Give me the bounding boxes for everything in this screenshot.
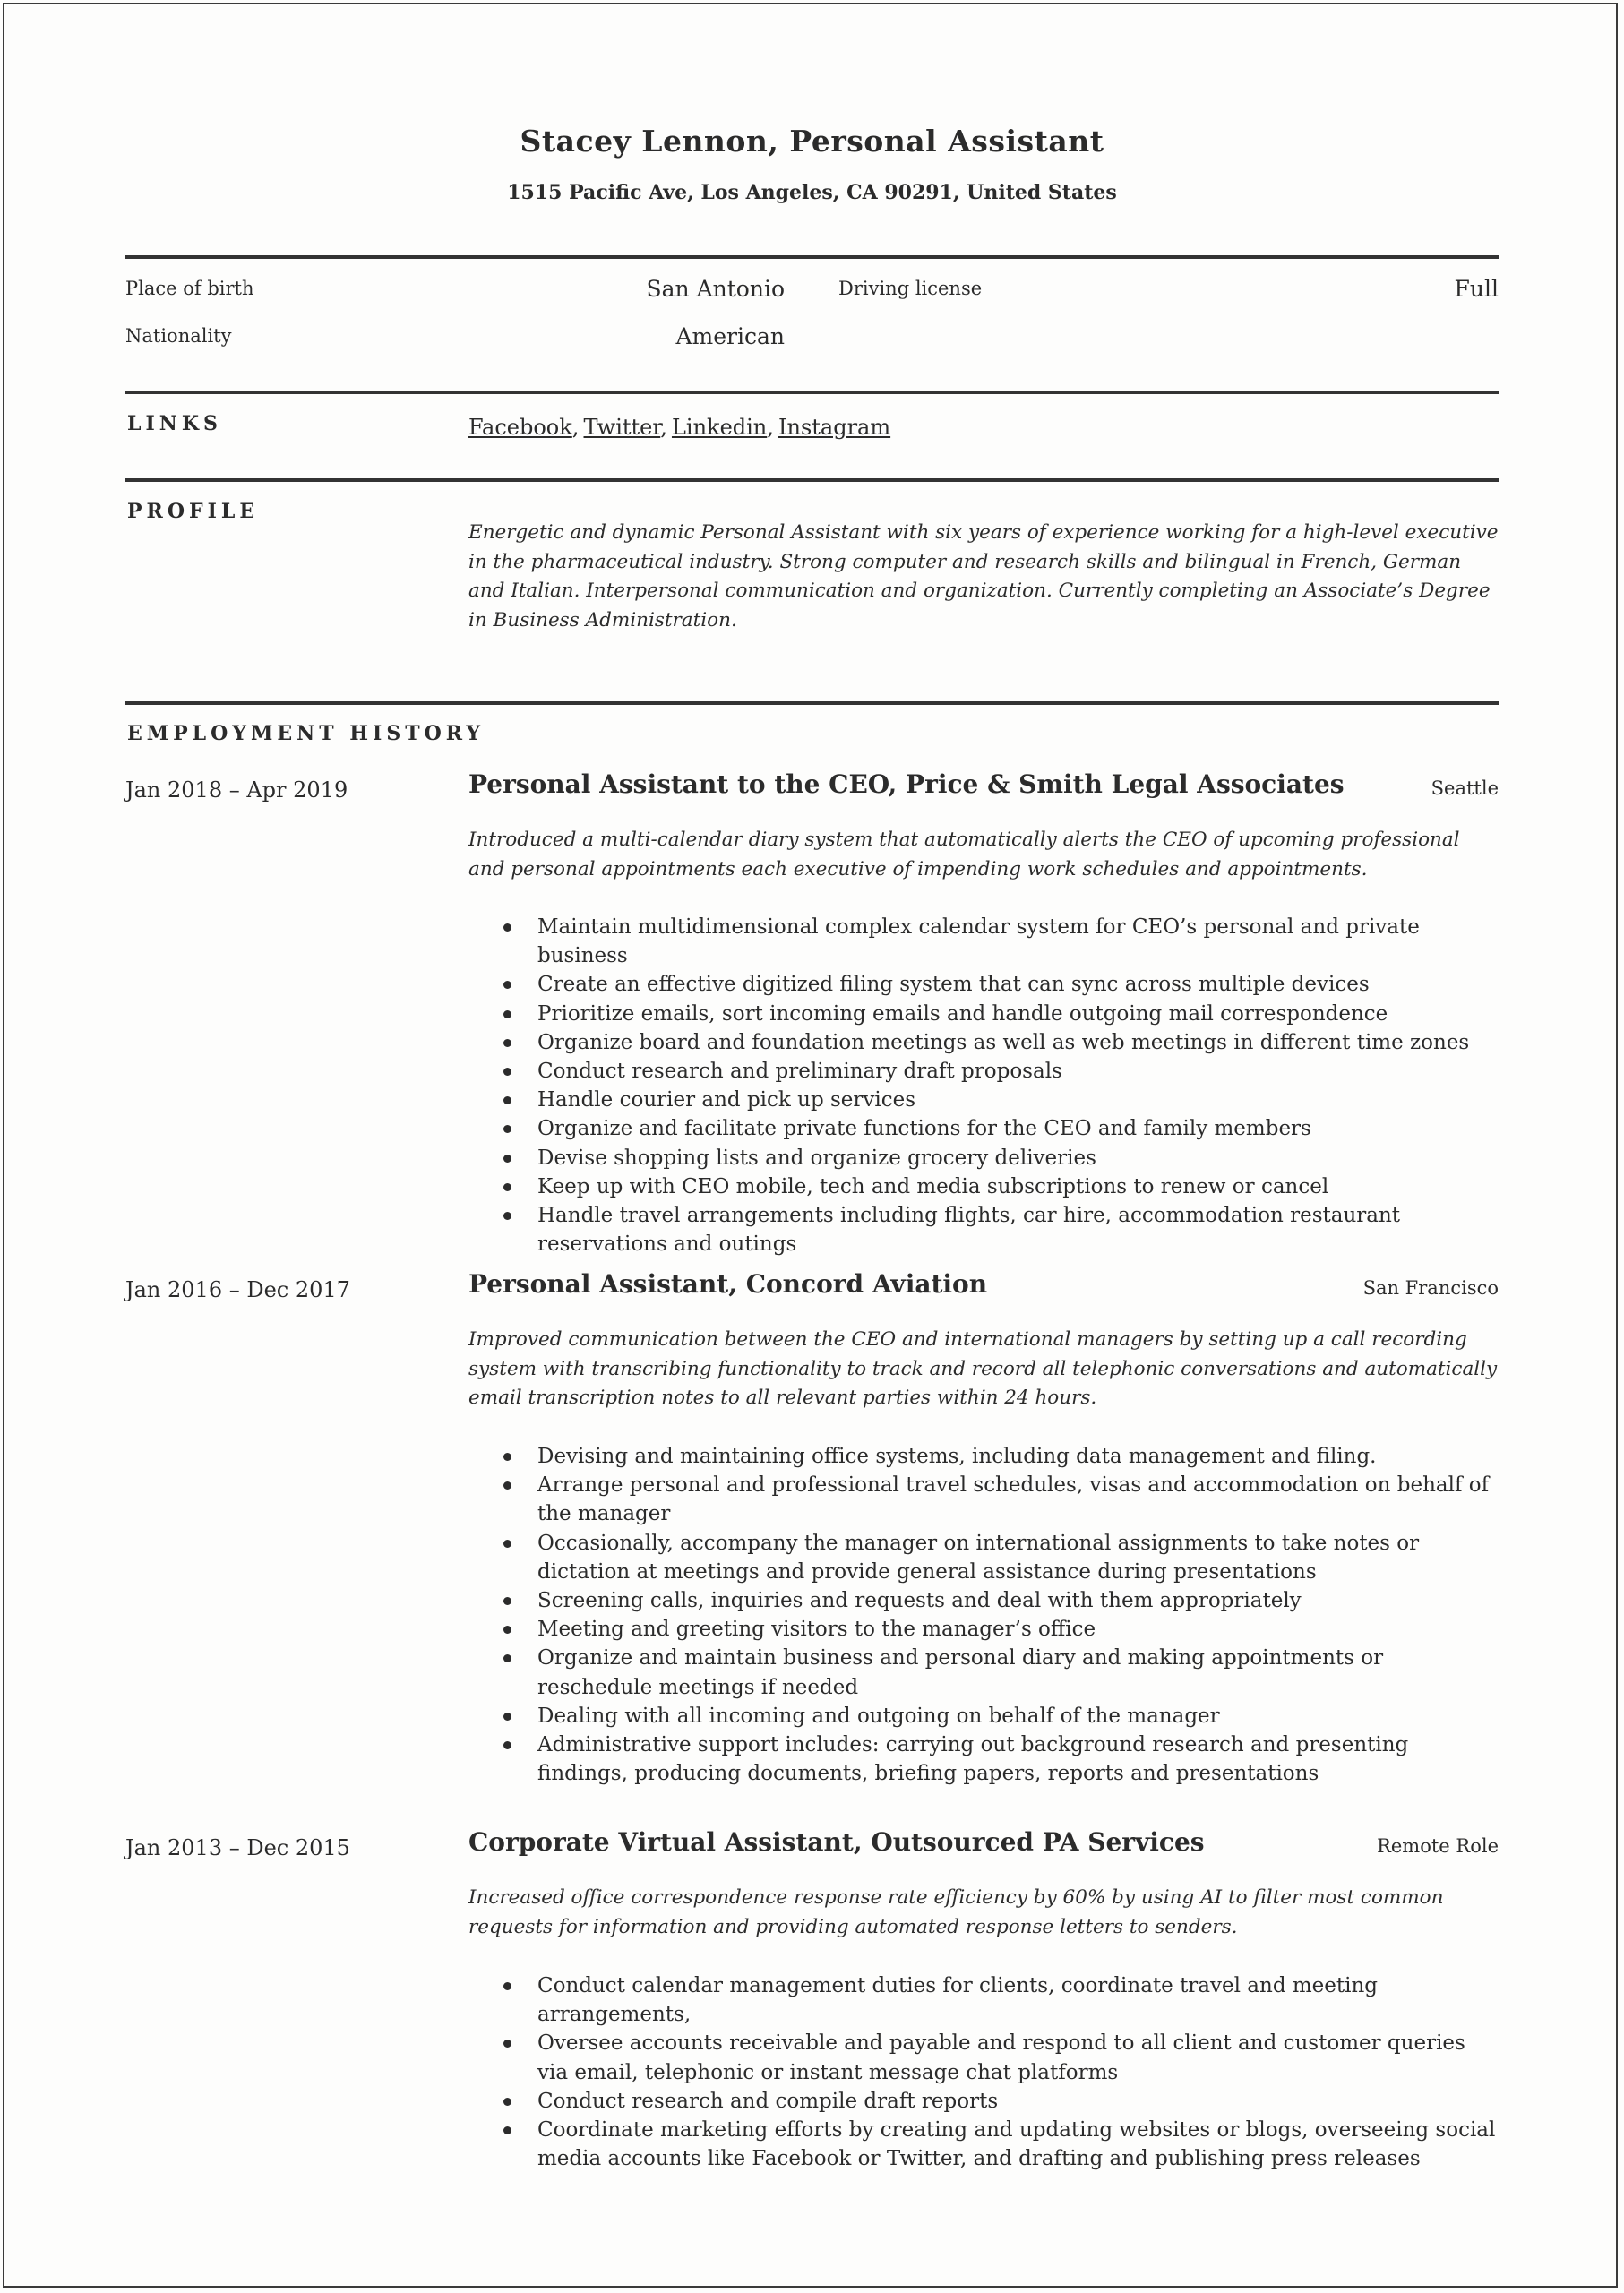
job-title: Personal Assistant, Concord Aviation: [468, 1269, 988, 1299]
list-item: Arrange personal and professional travel schedules, visas and accommodation on behalf of the manager: [468, 1471, 1499, 1528]
divider: [125, 478, 1499, 482]
employment-history-heading: EMPLOYMENT HISTORY: [127, 722, 485, 745]
divider: [125, 391, 1499, 394]
job-dates: Jan 2018 – Apr 2019: [125, 777, 348, 803]
list-item: Occasionally, accompany the manager on international assignments to take notes or dictation at meetings and provide general assistance during presentations: [468, 1529, 1499, 1586]
driving-license-label: Driving license: [838, 278, 983, 299]
link-separator: ,: [767, 415, 774, 440]
links-list: [468, 415, 890, 440]
list-item: Maintain multidimensional complex calendar system for CEO’s personal and private business: [468, 913, 1499, 970]
linkedin-link[interactable]: Linkedin: [671, 415, 768, 440]
list-item: Handle courier and pick up services: [468, 1086, 1499, 1114]
resume-name-title: Stacey Lennon, Personal Assistant: [520, 124, 1104, 159]
driving-license-value: Full: [1454, 276, 1499, 302]
nationality-label: Nationality: [125, 325, 232, 347]
job-location: San Francisco: [1362, 1277, 1499, 1299]
list-item: Devising and maintaining office systems, including data management and filing.: [468, 1442, 1499, 1471]
list-item: Coordinate marketing efforts by creating and updating websites or blogs, overseeing social media accounts like Facebook or Twitter, and drafting and publishing press releases: [468, 2116, 1499, 2173]
job-location: Seattle: [1431, 777, 1499, 799]
facebook-link[interactable]: Facebook: [468, 415, 572, 440]
list-item: Administrative support includes: carrying out background research and presenting findings, producing documents, briefing papers, reports and presentations: [468, 1730, 1499, 1788]
job-duties-list: [468, 1442, 1499, 1788]
job-summary: Increased office correspondence response rate efficiency by 60% by using AI to filter most common requests for information and providing automated response letters to senders.: [468, 1886, 1444, 1938]
job-duties-list: [468, 1971, 1499, 2173]
list-item: Organize and maintain business and personal diary and making appointments or reschedule meetings if needed: [468, 1644, 1499, 1701]
job-dates: Jan 2016 – Dec 2017: [125, 1277, 350, 1302]
link-separator: ,: [571, 415, 580, 440]
list-item: Conduct research and compile draft reports: [468, 2087, 1499, 2116]
list-item: Organize and facilitate private functions for the CEO and family members: [468, 1114, 1499, 1143]
job-title: Corporate Virtual Assistant, Outsourced PA Services: [468, 1827, 1205, 1857]
list-item: Meeting and greeting visitors to the manager’s office: [468, 1615, 1499, 1644]
nationality-value: American: [675, 323, 785, 349]
list-item: Conduct calendar management duties for clients, coordinate travel and meeting arrangements,: [468, 1971, 1499, 2029]
job-summary: Improved communication between the CEO and international managers by setting up a call recording system with transcribing functionality to track and record all telephonic conversations and automatically email transcription notes to all relevant parties within 24 hours.: [468, 1328, 1498, 1409]
list-item: Handle travel arrangements including flights, car hire, accommodation restaurant reservations and outings: [468, 1201, 1499, 1258]
list-item: Oversee accounts receivable and payable and respond to all client and customer queries via email, telephonic or instant message chat platforms: [468, 2029, 1499, 2086]
place-of-birth-value: San Antonio: [646, 276, 785, 302]
job-location: Remote Role: [1377, 1835, 1499, 1857]
resume-address: 1515 Pacific Ave, Los Angeles, CA 90291, United States: [507, 181, 1117, 204]
job-dates: Jan 2013 – Dec 2015: [125, 1835, 350, 1860]
list-item: Screening calls, inquiries and requests and deal with them appropriately: [468, 1586, 1499, 1615]
profile-heading: PROFILE: [127, 500, 260, 523]
divider: [125, 701, 1499, 705]
job-title: Personal Assistant to the CEO, Price & Smith Legal Associates: [468, 769, 1345, 799]
twitter-link[interactable]: Twitter: [583, 415, 661, 440]
list-item: Devise shopping lists and organize grocery deliveries: [468, 1144, 1499, 1172]
links-heading: LINKS: [127, 412, 222, 435]
list-item: Dealing with all incoming and outgoing on behalf of the manager: [468, 1702, 1499, 1730]
list-item: Create an effective digitized filing system that can sync across multiple devices: [468, 970, 1499, 999]
divider: [125, 255, 1499, 259]
list-item: Conduct research and preliminary draft proposals: [468, 1057, 1499, 1086]
list-item: Keep up with CEO mobile, tech and media subscriptions to renew or cancel: [468, 1172, 1499, 1201]
instagram-link[interactable]: Instagram: [778, 415, 891, 440]
job-summary: Introduced a multi-calendar diary system that automatically alerts the CEO of upcoming professional and personal appointments each executive of impending work schedules and appointments.: [468, 829, 1460, 880]
list-item: Prioritize emails, sort incoming emails and handle outgoing mail correspondence: [468, 1000, 1499, 1028]
job-duties-list: [468, 913, 1499, 1258]
profile-text: Energetic and dynamic Personal Assistant with six years of experience working for a high-level executive in the pharmaceutical industry. Strong computer and research skills and bilingual in French, German and Italian. Interpersonal communication and organization. Currently completing an Associate’s Degree in Business Administration.: [468, 521, 1499, 631]
link-separator: ,: [660, 415, 667, 440]
place-of-birth-label: Place of birth: [125, 278, 254, 299]
list-item: Organize board and foundation meetings as well as web meetings in different time zones: [468, 1028, 1499, 1057]
